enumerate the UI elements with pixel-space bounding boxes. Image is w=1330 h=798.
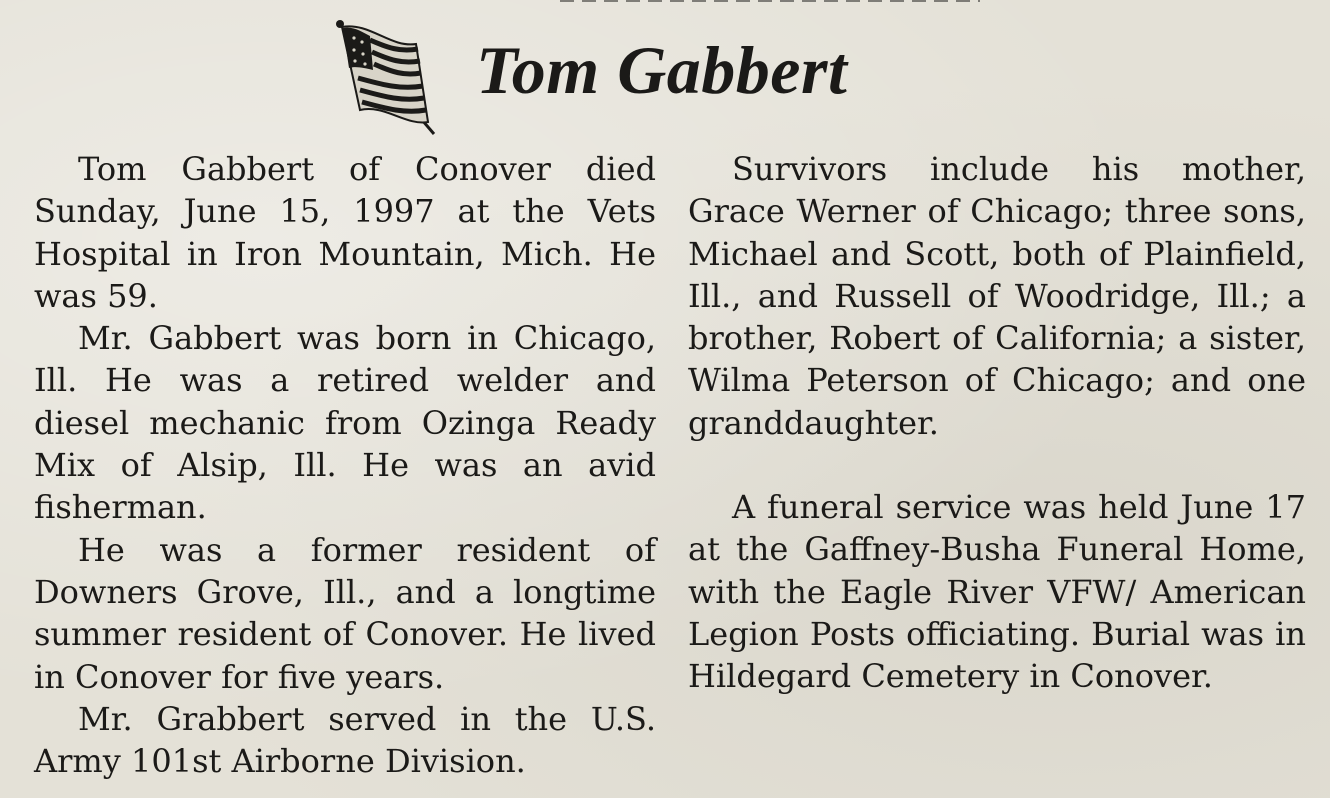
american-flag-icon <box>330 18 440 143</box>
paragraph-residence: He was a former resident of Downers Grove, Ill., and a longtime summer resident of Conover. He lived in Conover for five years. <box>34 530 656 696</box>
previous-article-remnant <box>560 0 980 2</box>
paragraph-funeral-service: A funeral service was held June 17 at the Gaffney-Busha Funeral Home, with the Eagle River VFW/ American Legion Posts officiating. Burial was in Hildegard Cemetery in Conover. <box>688 488 1306 696</box>
obituary-title: Tom Gabbert <box>476 32 848 108</box>
right-column <box>688 148 1306 698</box>
obituary-header <box>330 14 950 134</box>
paragraph-military-service: Mr. Grabbert served in the U.S. Army 101st Airborne Division. <box>34 699 656 781</box>
left-column <box>34 148 656 782</box>
paragraph-survivors: Survivors include his mother, Grace Werner of Chicago; three sons, Michael and Scott, both of Plainfield, Ill., and Russell of Woodridge, Ill.; a brother, Robert of California; a sister, Wilma Peterson of Chicago; and one granddaughter. <box>688 150 1306 442</box>
paragraph-death-notice: Tom Gabbert of Conover died Sunday, June 15, 1997 at the Vets Hospital in Iron Mountain, Mich. He was 59. <box>34 150 656 315</box>
paragraph-biography: Mr. Gabbert was born in Chicago, Ill. He was a retired welder and diesel mechanic from Ozinga Ready Mix of Alsip, Ill. He was an avid fisherman. <box>34 319 656 527</box>
